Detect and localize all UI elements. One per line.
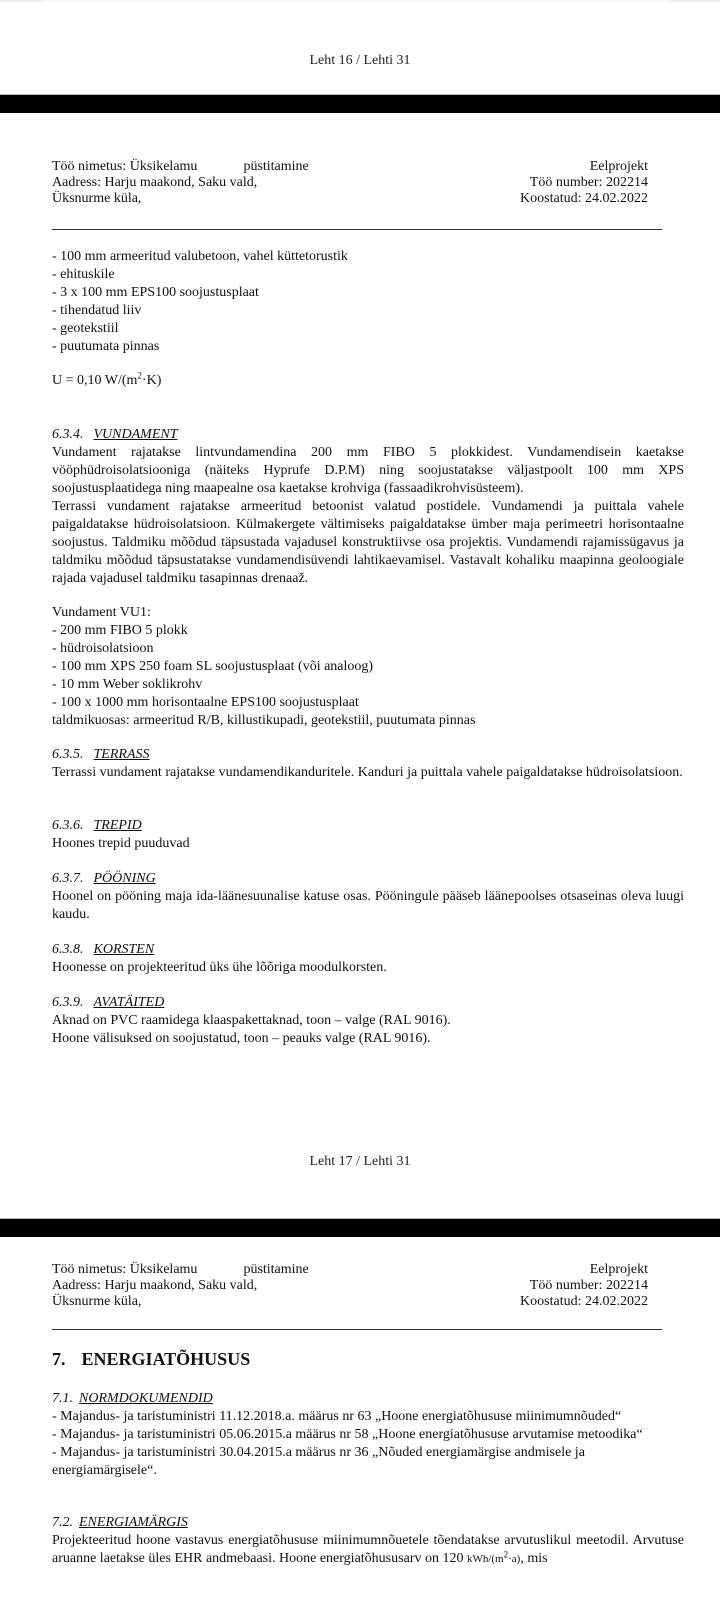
section-name: TERRASS	[93, 747, 150, 762]
section-title	[52, 994, 684, 1012]
paragraph: Terrassi vundament rajatakse armeeritud betoonist valatud postidele. Vundamendi ja puittala vahele paigaldatakse hüdroisolatsioon. Külmakergete vältimiseks paigaldatakse ümber maja perimeetri horisontaalne soojustus. Taldmiku mõõdud täpsustada vajadusel konstruktiivse osa projektis. Vundamendi rajamissügavus ja taldmiku mõõdud täpsustatakse vundamendisüvendi lahtikaevamisel. Vastavalt kohaliku maapinna geoloogiale rajada vajadusel taldmiku tasapinnas drenaaž.	[52, 499, 684, 586]
section-number: 6.3.7.	[52, 871, 84, 886]
section-energiamargis	[52, 1514, 684, 1568]
floor-layer: - tihendatud liiv	[52, 303, 142, 318]
section-number: 6.3.8.	[52, 942, 84, 957]
paragraph: Hoone välisuksed on soojustatud, toon – peauks valge (RAL 9016).	[52, 1031, 431, 1046]
section-name: VUNDAMENT	[93, 427, 178, 442]
header-stage: Eelprojekt	[589, 1262, 648, 1277]
header-village: Üksnurme küla,	[52, 1294, 142, 1309]
chapter-title: ENERGIATÕHUSUS	[81, 1349, 251, 1369]
section-normdokumendid	[52, 1390, 684, 1480]
paragraph	[52, 1532, 684, 1568]
unit-prefix: kWh/(m	[466, 1553, 504, 1565]
header-work-title-label: Töö nimetus: Üksikelamu	[52, 1262, 198, 1277]
vu1-layer: taldmikuosas: armeeritud R/B, killustikupadi, geotekstiil, puutumata pinnas	[52, 713, 476, 728]
section-name: TREPID	[93, 818, 142, 833]
section-korsten	[52, 941, 684, 977]
header-rule	[52, 1329, 662, 1330]
header-address: Aadress: Harju maakond, Saku vald,	[52, 175, 258, 190]
paragraph: Terrassi vundament rajatakse vundamendikanduritele. Kanduri ja puittala vahele paigaldatakse hüdroisolatsioon.	[52, 765, 683, 780]
regulation-item: - Majandus- ja taristuministri 30.04.2015.a määrus nr 36 „Nõuded energiamärgise andmisele ja energiamärgisele“.	[52, 1445, 585, 1478]
page-footer-17: Leht 17 / Lehti 31	[309, 1154, 411, 1169]
energy-unit	[466, 1549, 521, 1565]
page-separator	[0, 1218, 720, 1237]
section-name: PÖÖNING	[93, 871, 156, 886]
paragraph: Hoonel on pööning maja ida-läänesuunalise katuse osas. Pööningule pääseb läänepoolses otsaseinas oleva luugi kaudu.	[52, 889, 684, 922]
page-separator	[0, 94, 720, 113]
floor-layer: - 100 mm armeeritud valubetoon, vahel küttetorustik	[52, 249, 348, 264]
paragraph-text-end: , mis	[520, 1551, 548, 1566]
header-work-title	[52, 159, 309, 175]
floor-layer: - puutumata pinnas	[52, 339, 160, 354]
section-title	[52, 870, 684, 888]
header-work-number: Töö number: 202214	[529, 1278, 648, 1293]
u-value-sup: 2	[137, 370, 142, 381]
header-address: Aadress: Harju maakond, Saku vald,	[52, 1278, 258, 1293]
u-value	[52, 372, 684, 390]
floor-layer: - 3 x 100 mm EPS100 soojustusplaat	[52, 285, 259, 300]
regulation-item: - Majandus- ja taristuministri 05.06.2015.a määrus nr 58 „Hoone energiatõhususe arvutamise metoodika“	[52, 1427, 643, 1442]
floor-layer: - geotekstiil	[52, 321, 119, 336]
section-title	[52, 746, 684, 764]
vu1-layer: - hüdroisolatsioon	[52, 641, 154, 656]
section-pooning	[52, 870, 684, 924]
paragraph: Hoones trepid puuduvad	[52, 836, 190, 851]
section-avataited	[52, 994, 684, 1048]
header-work-title-value: püstitamine	[243, 1262, 309, 1277]
section-title	[52, 1390, 684, 1408]
header-stage: Eelprojekt	[589, 159, 648, 174]
vu1-layer: - 100 x 1000 mm horisontaalne EPS100 soojustusplaat	[52, 695, 359, 710]
section-title	[52, 426, 684, 444]
header-village: Üksnurme küla,	[52, 191, 142, 206]
section-title	[52, 1514, 684, 1532]
document-header	[52, 1262, 648, 1310]
section-number: 6.3.6.	[52, 818, 84, 833]
section-title	[52, 941, 684, 959]
section-number: 6.3.9.	[52, 995, 84, 1010]
paragraph: Aknad on PVC raamidega klaaspakettaknad, toon – valge (RAL 9016).	[52, 1013, 451, 1028]
vu1-title: Vundament VU1:	[52, 605, 151, 620]
document-header	[52, 159, 648, 207]
header-date: Koostatud: 24.02.2022	[520, 191, 648, 206]
header-work-title-label: Töö nimetus: Üksikelamu	[52, 159, 198, 174]
vu1-layer: - 10 mm Weber soklikrohv	[52, 677, 203, 692]
section-title	[52, 817, 684, 835]
vu1-layer: - 100 mm XPS 250 foam SL soojustusplaat (või analoog)	[52, 659, 374, 674]
vu1-spec	[52, 604, 684, 730]
regulation-item: - Majandus- ja taristuministri 11.12.2018.a. määrus nr 63 „Hoone energiatõhususe miinimumnõuded“	[52, 1409, 622, 1424]
floor-layer: - ehituskile	[52, 267, 115, 282]
section-trepid	[52, 817, 684, 853]
section-number: 7.2.	[52, 1515, 73, 1530]
header-work-title	[52, 1262, 309, 1278]
unit-suffix: ·a)	[508, 1553, 521, 1565]
section-vundament	[52, 426, 684, 588]
header-work-number: Töö number: 202214	[529, 175, 648, 190]
header-rule	[52, 229, 662, 230]
chapter-heading	[52, 1348, 684, 1370]
section-number: 6.3.5.	[52, 747, 84, 762]
section-terrass	[52, 746, 684, 782]
section-name: NORMDOKUMENDID	[79, 1391, 213, 1406]
header-work-title-value: püstitamine	[243, 159, 309, 174]
section-name: ENERGIAMÄRGIS	[79, 1515, 188, 1530]
section-number: 7.1.	[52, 1391, 73, 1406]
previous-page-edge	[0, 0, 720, 2]
section-name: KORSTEN	[93, 942, 155, 957]
u-value-suffix: ·K)	[141, 373, 162, 388]
header-date: Koostatud: 24.02.2022	[520, 1294, 648, 1309]
page-footer-16: Leht 16 / Lehti 31	[309, 53, 411, 68]
floor-layers-list	[52, 248, 684, 356]
unit-sup: 2	[503, 1549, 509, 1560]
chapter-number: 7.	[52, 1349, 66, 1369]
paragraph-text: Projekteeritud hoone vastavus energiatõhususe miinimumnõuetele tõendatakse arvutuslikul meetodil. Arvutuse aruanne laetakse üles EHR andmebaasi. Hoone energiatõhususarv on 120	[52, 1533, 684, 1566]
u-value-prefix: U = 0,10 W/(m	[52, 373, 138, 388]
section-number: 6.3.4.	[52, 427, 84, 442]
paragraph: Vundament rajatakse lintvundamendina 200 mm FIBO 5 plokkidest. Vundamendisein kaetakse vööphüdroisolatsiooniga (näiteks Hyprufe D.P.M) ning soojustatakse väljastpoolt 100 mm XPS soojustusplaatidega ning maapealne osa kaetakse krohviga (fassaadikrohvisüsteem).	[52, 445, 684, 496]
vu1-layer: - 200 mm FIBO 5 plokk	[52, 623, 188, 638]
section-name: AVATÄITED	[93, 995, 165, 1010]
paragraph: Hoonesse on projekteeritud üks ühe lõõriga moodulkorsten.	[52, 960, 387, 975]
